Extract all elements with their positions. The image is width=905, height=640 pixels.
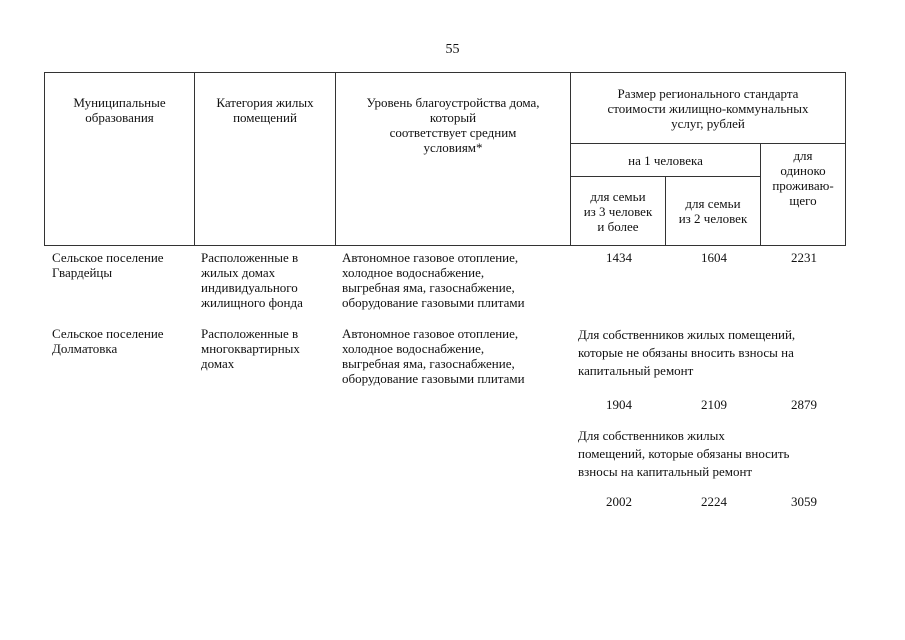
page-number: 55 bbox=[445, 42, 460, 57]
row-note-no-repair: Для собственников жилых помещений, которые не обязаны вносить взносы на капитальный ремонт bbox=[578, 327, 796, 378]
header-municipality: Муниципальные образования bbox=[44, 72, 195, 246]
row-value-single: 2231 bbox=[791, 250, 817, 265]
row-municipality: Сельское поселение Гвардейцы bbox=[52, 250, 164, 280]
row-value-family2: 2224 bbox=[701, 494, 727, 509]
row-level: Автономное газовое отопление, холодное водоснабжение, выгребная яма, газоснабжение, оборудование газовыми плитами bbox=[342, 326, 525, 386]
header-level: Уровень благоустройства дома, который соответствует средним условиям* bbox=[335, 72, 571, 246]
row-note-with-repair: Для собственников жилых помещений, которые обязаны вносить взносы на капитальный ремонт bbox=[578, 428, 790, 479]
row-value-family3: 1434 bbox=[606, 250, 632, 265]
header-family2: для семьи из 2 человек bbox=[665, 176, 761, 246]
header-family3: для семьи из 3 человек и более bbox=[570, 176, 666, 246]
row-value-family2: 2109 bbox=[701, 397, 727, 412]
row-value-family2: 1604 bbox=[701, 250, 727, 265]
row-value-single: 3059 bbox=[791, 494, 817, 509]
header-per-person: на 1 человека bbox=[570, 143, 761, 177]
row-value-family3: 2002 bbox=[606, 494, 632, 509]
row-value-single: 2879 bbox=[791, 397, 817, 412]
row-value-family3: 1904 bbox=[606, 397, 632, 412]
row-municipality: Сельское поселение Долматовка bbox=[52, 326, 164, 356]
row-category: Расположенные в многоквартирных домах bbox=[201, 326, 300, 371]
header-standard: Размер регионального стандарта стоимости жилищно-коммунальных услуг, рублей bbox=[570, 72, 846, 144]
header-category: Категория жилых помещений bbox=[194, 72, 336, 246]
header-single: для одиноко проживаю- щего bbox=[760, 143, 846, 246]
row-category: Расположенные в жилых домах индивидуального жилищного фонда bbox=[201, 250, 303, 310]
row-level: Автономное газовое отопление, холодное водоснабжение, выгребная яма, газоснабжение, оборудование газовыми плитами bbox=[342, 250, 525, 310]
